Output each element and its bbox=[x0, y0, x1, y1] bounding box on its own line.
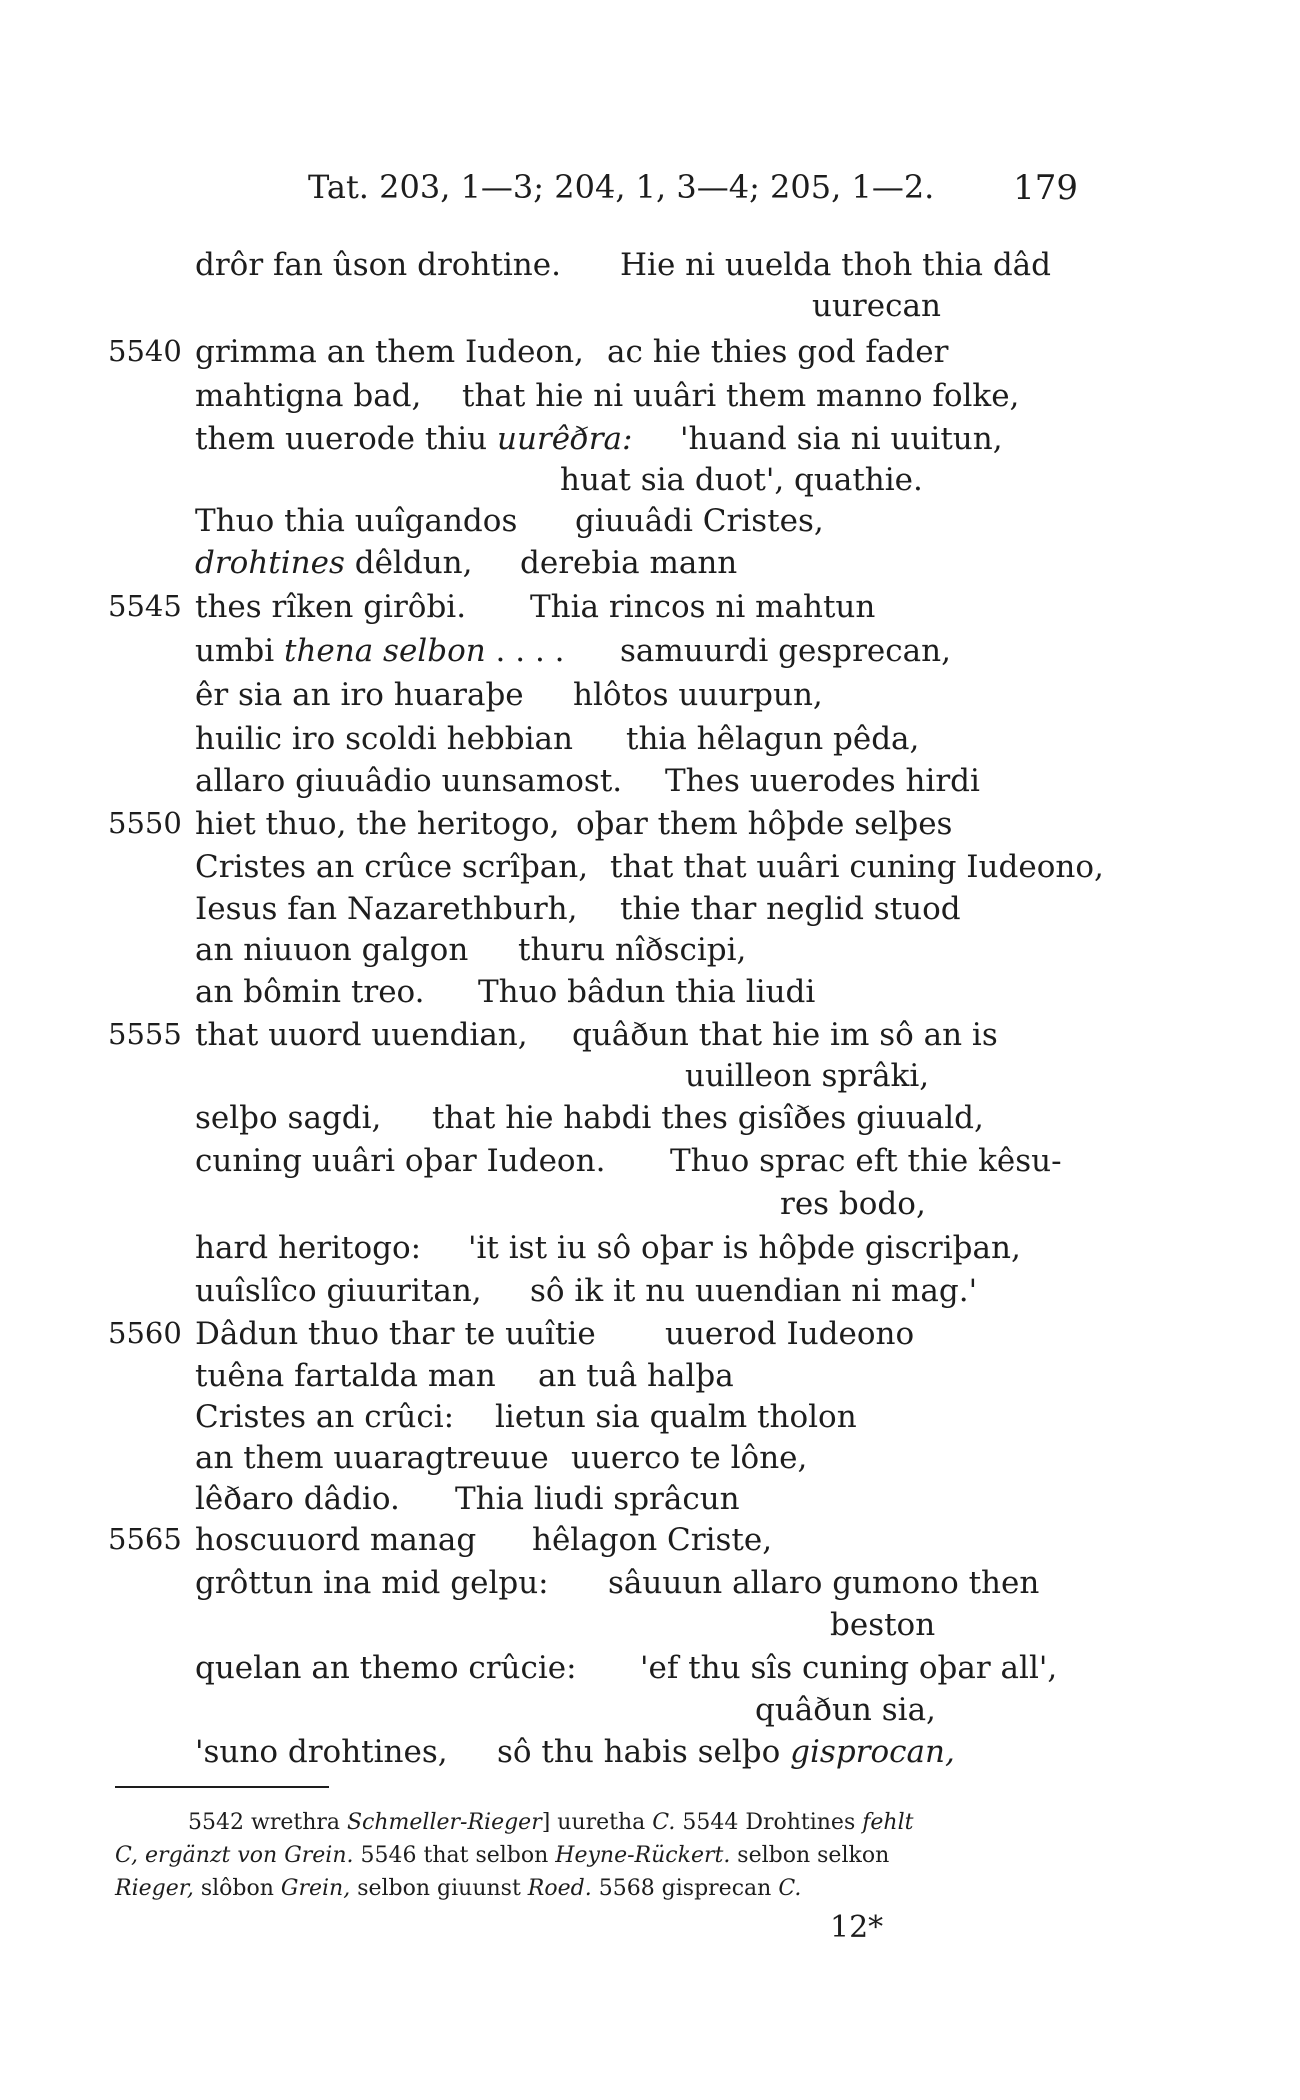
header-reference: Tat. 203, 1—3; 204, 1, 3—4; 205, 1—2. bbox=[308, 168, 935, 206]
verse-line: 5550 hiet thuo, the heritogo, oþar them hôþde selþes bbox=[108, 806, 953, 842]
verse-line: Cristes an crûce scrîþan, that that uuâri cuning Iudeono, bbox=[195, 849, 1104, 885]
page-number: 179 bbox=[1013, 168, 1078, 208]
verse-continuation: beston bbox=[830, 1607, 936, 1643]
line-number: 5560 bbox=[108, 1316, 182, 1350]
verse-continuation: quâðun sia, bbox=[755, 1692, 936, 1728]
running-header bbox=[0, 168, 1300, 218]
verse-line: drohtines dêldun, derebia mann bbox=[195, 545, 738, 581]
verse-line: 'suno drohtines, sô thu habis selþo gisprocan, bbox=[195, 1734, 955, 1770]
verse-line: 5560 Dâdun thuo thar te uuîtie uuerod Iudeono bbox=[108, 1316, 915, 1352]
verse-line: tuêna fartalda man an tuâ halþa bbox=[195, 1358, 734, 1394]
line-number: 5545 bbox=[108, 589, 182, 623]
verse-line: an niuuon galgon thuru nîðscipi, bbox=[195, 932, 747, 968]
verse-line: hard heritogo: 'it ist iu sô oþar is hôþde giscriþan, bbox=[195, 1230, 1021, 1266]
verse-line: lêðaro dâdio. Thia liudi sprâcun bbox=[195, 1481, 740, 1517]
verse-line: umbi thena selbon . . . . samuurdi gesprecan, bbox=[195, 633, 951, 669]
verse-line: Thuo thia uuîgandos giuuâdi Cristes, bbox=[195, 503, 824, 539]
verse-line: allaro giuuâdio uunsamost. Thes uuerodes hirdi bbox=[195, 763, 980, 799]
footnote-line: Rieger, slôbon Grein, selbon giuunst Roed. 5568 gisprecan C. bbox=[115, 1876, 802, 1901]
verse-line: them uuerode thiu uurêðra: 'huand sia ni uuitun, bbox=[195, 421, 1003, 457]
verse-line: Iesus fan Nazarethburh, thie thar neglid stuod bbox=[195, 891, 961, 927]
verse-line: cuning uuâri oþar Iudeon. Thuo sprac eft thie kêsu- bbox=[195, 1143, 1062, 1179]
verse-line: huilic iro scoldi hebbian thia hêlagun pêda, bbox=[195, 721, 920, 757]
verse-line: drôr fan ûson drohtine. Hie ni uuelda thoh thia dâd bbox=[195, 247, 1052, 283]
verse-continuation: huat sia duot', quathie. bbox=[560, 462, 923, 498]
verse-line: 5565 hoscuuord manag hêlagon Criste, bbox=[108, 1522, 773, 1558]
verse-line: êr sia an iro huaraþe hlôtos uuurpun, bbox=[195, 677, 823, 713]
line-number: 5565 bbox=[108, 1522, 182, 1556]
verse-line: 5555 that uuord uuendian, quâðun that hie im sô an is bbox=[108, 1017, 998, 1053]
verse-line: selþo sagdi, that hie habdi thes gisîðes giuuald, bbox=[195, 1100, 984, 1136]
verse-continuation: uurecan bbox=[812, 288, 941, 324]
line-number: 5540 bbox=[108, 334, 182, 368]
verse-line: Cristes an crûci: lietun sia qualm tholon bbox=[195, 1399, 857, 1435]
verse-continuation: res bodo, bbox=[780, 1186, 926, 1222]
signature-mark: 12* bbox=[830, 1910, 884, 1945]
footnote-rule bbox=[115, 1786, 329, 1788]
verse-line: grôttun ina mid gelpu: sâuuun allaro gumono then bbox=[195, 1565, 1040, 1601]
line-number: 5550 bbox=[108, 806, 182, 840]
verse-line: uuîslîco giuuritan, sô ik it nu uuendian ni mag.' bbox=[195, 1273, 978, 1309]
verse-line: 5540 grimma an them Iudeon, ac hie thies god fader bbox=[108, 334, 949, 370]
verse-line: quelan an themo crûcie: 'ef thu sîs cuning oþar all', bbox=[195, 1650, 1058, 1686]
verse-line: an bômin treo. Thuo bâdun thia liudi bbox=[195, 974, 816, 1010]
footnote-line: 5542 wrethra Schmeller-Rieger] uuretha C. 5544 Drohtines fehlt bbox=[188, 1810, 914, 1835]
verse-line: 5545 thes rîken girôbi. Thia rincos ni mahtun bbox=[108, 589, 876, 625]
verse-line: mahtigna bad, that hie ni uuâri them manno folke, bbox=[195, 378, 1020, 414]
line-number: 5555 bbox=[108, 1017, 182, 1051]
footnote-line: C, ergänzt von Grein. 5546 that selbon Heyne-Rückert. selbon selkon bbox=[115, 1843, 890, 1868]
verse-continuation: uuilleon sprâki, bbox=[685, 1058, 930, 1094]
verse-line: an them uuaragtreuue uuerco te lône, bbox=[195, 1440, 808, 1476]
